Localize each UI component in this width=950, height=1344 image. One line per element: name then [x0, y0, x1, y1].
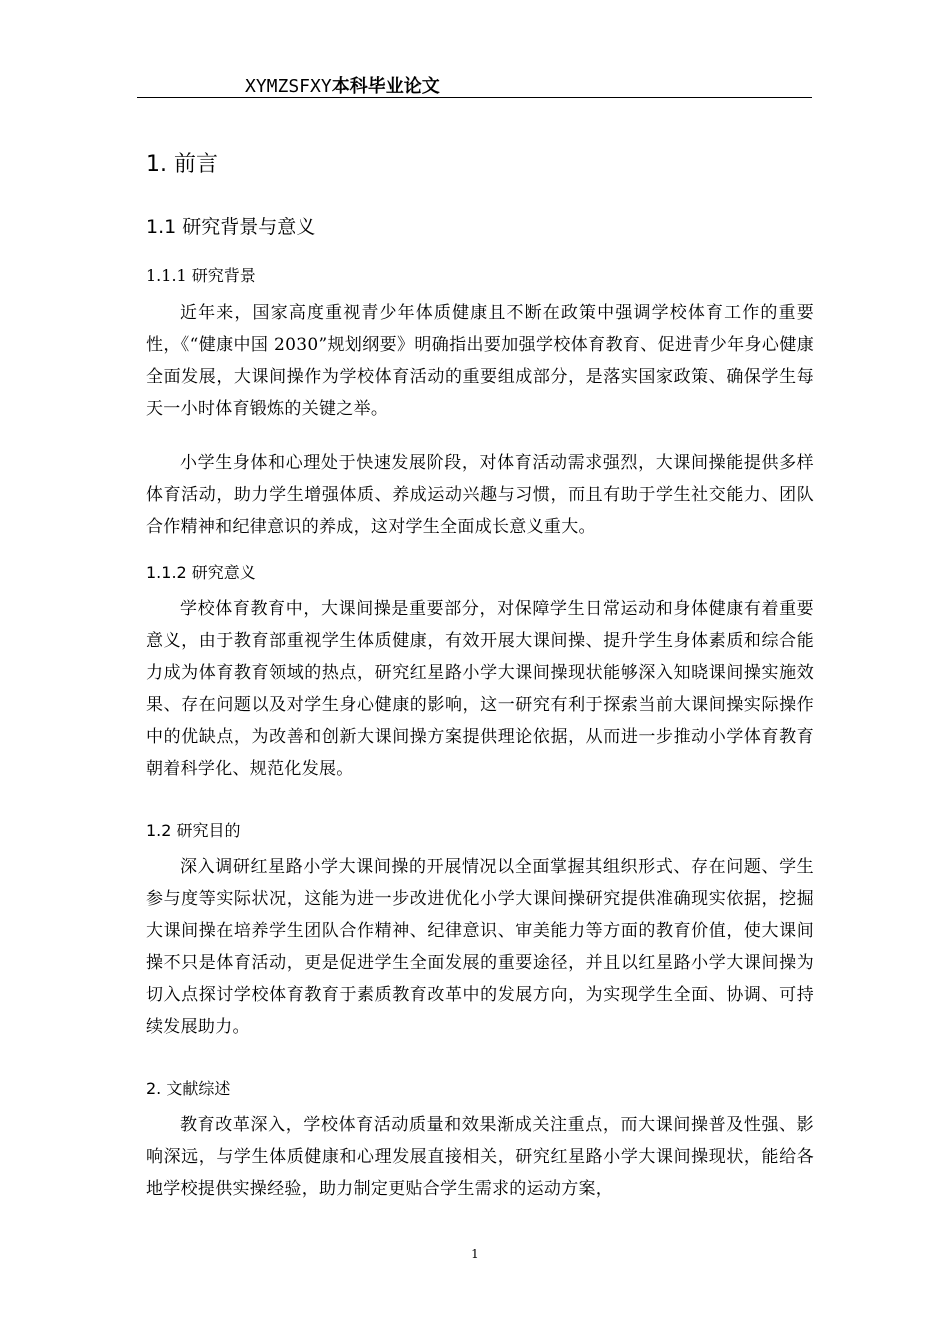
header-rule	[137, 97, 812, 98]
heading-background-significance: 1.1 研究背景与意义	[146, 216, 316, 238]
heading-research-purpose: 1.2 研究目的	[146, 821, 241, 840]
heading-literature-review: 2. 文献综述	[146, 1079, 231, 1098]
heading-research-significance: 1.1.2 研究意义	[146, 563, 256, 582]
paragraph-literature-review: 教育改革深入，学校体育活动质量和效果渐成关注重点，而大课间操普及性强、影响深远，与学生体质健康和心理发展直接相关，研究红星路小学大课间操现状，能给各地学校提供实操经验，助力制定更贴合学生需求的运动方案，	[146, 1115, 814, 1199]
running-header	[245, 76, 440, 98]
heading-research-background: 1.1.1 研究背景	[146, 266, 256, 285]
header-thesis-type: 本科毕业论文	[331, 76, 440, 97]
heading-introduction: 1. 前言	[146, 152, 218, 177]
header-school-code: XYMZSFXY	[245, 76, 332, 97]
paragraph-background-1: 近年来，国家高度重视青少年体质健康且不断在政策中强调学校体育工作的重要性，《“健康中国 2030”规划纲要》明确指出要加强学校体育教育、促进青少年身心健康全面发展，大课间操作为学校体育活动的重要组成部分，是落实国家政策、确保学生每天一小时体育锻炼的关键之举。	[146, 303, 814, 419]
page-number: 1	[471, 1247, 479, 1261]
paragraph-background-2: 小学生身体和心理处于快速发展阶段，对体育活动需求强烈，大课间操能提供多样体育活动，助力学生增强体质、养成运动兴趣与习惯，而且有助于学生社交能力、团队合作精神和纪律意识的养成，这对学生全面成长意义重大。	[146, 453, 814, 537]
paragraph-purpose: 深入调研红星路小学大课间操的开展情况以全面掌握其组织形式、存在问题、学生参与度等实际状况，这能为进一步改进优化小学大课间操研究提供准确现实依据，挖掘大课间操在培养学生团队合作精神、纪律意识、审美能力等方面的教育价值，使大课间操不只是体育活动，更是促进学生全面发展的重要途径，并且以红星路小学大课间操为切入点探讨学校体育教育于素质教育改革中的发展方向，为实现学生全面、协调、可持续发展助力。	[146, 857, 814, 1037]
paragraph-significance: 学校体育教育中，大课间操是重要部分，对保障学生日常运动和身体健康有着重要意义，由于教育部重视学生体质健康，有效开展大课间操、提升学生身体素质和综合能力成为体育教育领域的热点，研究红星路小学大课间操现状能够深入知晓课间操实施效果、存在问题以及对学生身心健康的影响，这一研究有利于探索当前大课间操实际操作中的优缺点，为改善和创新大课间操方案提供理论依据，从而进一步推动小学体育教育朝着科学化、规范化发展。	[146, 599, 814, 779]
